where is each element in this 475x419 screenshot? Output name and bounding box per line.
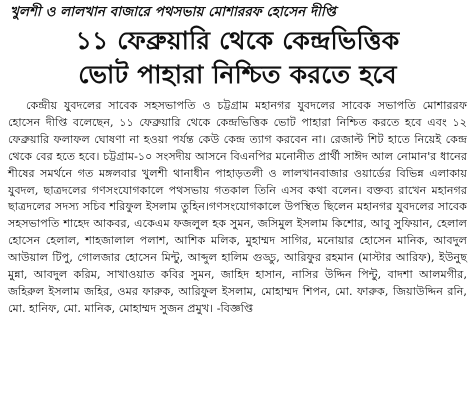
article-body: কেন্দ্রীয় যুবদলের সাবেক সহসভাপতি ও চট্টগ্রাম মহানগর যুবদলের সাবেক সভাপতি মোশাররফ হোসেন দীপ্তি বলেছেন, ১১ ফেব্রুয়ারি থেকে কেন্দ্রভিত্তিক ভোট পাহারা নিশ্চিত করতে হবে এবং ১২ ফেব্রুয়ারি ফলাফল ঘোষণা না হওয়া পর্যন্ত কেউ কেন্দ্র ত্যাগ করবেন না। রেজাল্ট শিট হাতে নিয়েই কেন্দ্র থেকে বের হতে হবে। চট্টগ্রাম-১০ সংসদীয় আসনে বিএনপির মনোনীত প্রার্থী সাঈদ আল নোমান'র ধানের শীষের সমর্থনে গত মঙ্গলবার খুলশী থানাধীন পাহাড়তলী ও লালখানবাজার ওয়ার্ডের বিভিন্ন এলাকায় যুবদল, ছাত্রদলের গণসংযোগকালে পথসভায় গতকাল তিনি এসব কথা বলেন। বক্তব্য রাখেন মহানগর ছাত্রদলের সদস্য সচিব শরিফুল ইসলাম তুহিন।গণসংযোগকালে উপস্থিত ছিলেন মহানগর যুবদলের সাবেক সহসভাপতি শাহেদ আকবর, একেএম ফজলুল হক সুমন, জসিমুল ইসলাম কিশোর, আবু সুফিয়ান, হেলাল হোসেন হেলাল, শাহজালাল পলাশ, আশিক মলিক, মুহাম্মদ সাগির, মনোয়ার হোসেন মানিক, আবদুল আউয়াল টিপু, গোলজার হোসেন মিন্টু, আব্দুল হালিম গুড্ডু, আরিফুর রহমান (মাস্টার আরিফ), ইউনুছ মুন্না, আবদুল করিম, সাখাওয়াত কবির সুমন, জাহিদ হাসান, নাসির উদ্দিন পিন্টু, বাদশা আলমগীর, জহিরুল ইসলাম জহির, ওমর ফারুক, আরিফুল ইসলাম, মোহাম্মদ শিপন, মো. ফারুক, জিয়াউদ্দিন রনি, মো. হানিফ, মো. মানিক, মোহাম্মদ সুজন প্রমুখ। -বিজ্ঞপ্তি: [8, 99, 467, 315]
article-headline: [6, 24, 469, 92]
article-kicker: খুলশী ও লালখান বাজারে পথসভায় মোশাররফ হোসেন দীপ্তি: [10, 4, 336, 20]
headline-line-2: ভোট পাহারা নিশ্চিত করতে হবে: [78, 60, 397, 89]
headline-line-1: ১১ ফেব্রুয়ারি থেকে কেন্দ্রভিত্তিক: [75, 26, 400, 55]
